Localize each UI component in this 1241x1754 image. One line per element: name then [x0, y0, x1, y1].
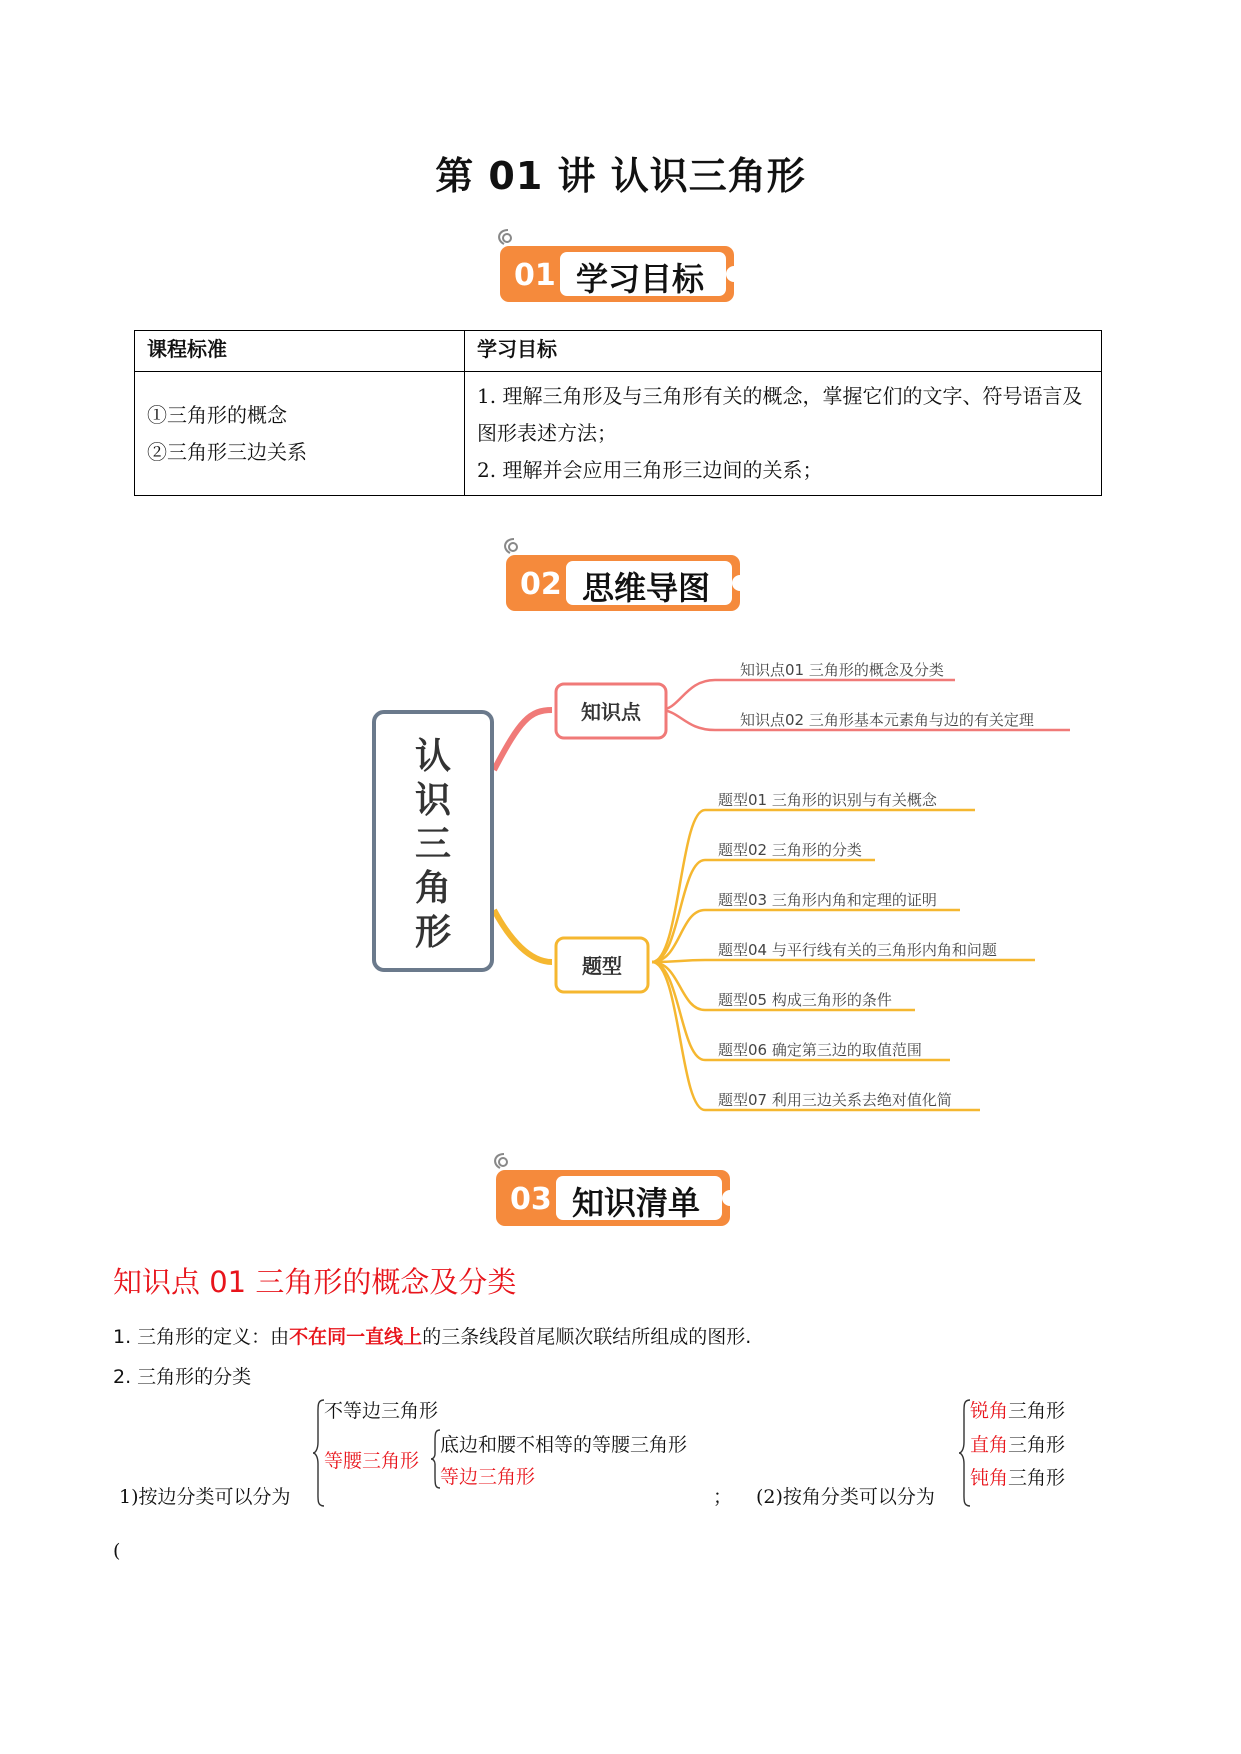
- goals-table: [134, 330, 1102, 496]
- definition-line: [113, 1322, 751, 1349]
- badge-label: 知识清单: [572, 1184, 701, 1222]
- badge-label: 思维导图: [582, 569, 711, 607]
- side-iso-sub2: 等边三角形: [440, 1466, 536, 1488]
- mindmap-leaf: 题型05 构成三角形的条件: [718, 991, 892, 1009]
- mindmap-leaf: 知识点01 三角形的概念及分类: [740, 661, 944, 679]
- badge-number: 01: [514, 258, 556, 293]
- table-cell-standards: [135, 372, 465, 496]
- page-title: 第 01 讲 认识三角形: [435, 154, 806, 198]
- section-badge-02: [500, 537, 750, 607]
- mindmap-root-char: 角: [414, 868, 452, 909]
- definition-suffix: 的三条线段首尾顺次联结所组成的图形.: [422, 1326, 752, 1348]
- angle-right-prefix: 直角: [970, 1434, 1009, 1456]
- mindmap-connector: [494, 910, 552, 962]
- table-header: 学习目标: [465, 331, 1102, 372]
- standard-item: ②三角形三边关系: [147, 439, 307, 464]
- badge-number: 02: [520, 567, 562, 602]
- mindmap-connector: [660, 680, 955, 710]
- mindmap-leaf: 题型01 三角形的识别与有关概念: [718, 791, 937, 809]
- mindmap-leaf: 题型06 确定第三边的取值范围: [718, 1041, 922, 1059]
- mindmap-leaf: 题型04 与平行线有关的三角形内角和问题: [718, 941, 997, 959]
- by-angle-label: (2)按角分类可以分为: [756, 1486, 935, 1508]
- mindmap-leaf: 知识点02 三角形基本元素角与边的有关定理: [740, 711, 1034, 729]
- mindmap-root-char: 认: [414, 736, 452, 777]
- separator: ；: [713, 1486, 733, 1508]
- definition-emphasis: 不在同一直线上: [289, 1326, 423, 1348]
- standard-item: ①三角形的概念: [147, 402, 287, 427]
- angle-right: [970, 1430, 1065, 1457]
- section-badge-01: [494, 228, 744, 298]
- mind-map: [360, 640, 1080, 1120]
- mindmap-leaf: 题型03 三角形内角和定理的证明: [718, 891, 937, 909]
- mindmap-branch-label: 题型: [582, 954, 622, 978]
- table-header: 课程标准: [135, 331, 465, 372]
- mindmap-branch-label: 知识点: [581, 700, 641, 724]
- angle-obtuse-prefix: 钝角: [970, 1467, 1009, 1489]
- mindmap-leaf: 题型07 利用三边关系去绝对值化简: [718, 1091, 952, 1109]
- angle-acute: [970, 1396, 1065, 1423]
- mindmap-leaf: 题型02 三角形的分类: [718, 841, 862, 859]
- angle-acute-prefix: 锐角: [970, 1400, 1009, 1422]
- mindmap-connector: [494, 710, 552, 770]
- by-side-label: 1)按边分类可以分为: [119, 1486, 291, 1508]
- table-cell-goals: [465, 372, 1102, 496]
- goal-item: 1. 理解三角形及与三角形有关的概念，掌握它们的文字、符号语言及图形表述方法；: [477, 384, 1083, 445]
- trailing-paren: (: [113, 1540, 121, 1562]
- angle-right-suffix: 三角形: [1008, 1434, 1066, 1456]
- side-scalene: 不等边三角形: [324, 1400, 439, 1422]
- side-isosceles: 等腰三角形: [324, 1450, 420, 1472]
- table-header-row: [135, 331, 1102, 372]
- classify-title: 2. 三角形的分类: [113, 1366, 252, 1388]
- mindmap-root-char: 三: [414, 824, 452, 865]
- section-badge-03: [490, 1152, 740, 1222]
- mindmap-root-char: 识: [414, 780, 452, 821]
- side-iso-sub1: 底边和腰不相等的等腰三角形: [440, 1434, 688, 1456]
- angle-obtuse-suffix: 三角形: [1008, 1467, 1066, 1489]
- angle-obtuse: [970, 1463, 1065, 1490]
- table-row: [135, 372, 1102, 496]
- badge-label: 学习目标: [576, 260, 705, 298]
- knowledge-heading: 知识点 01 三角形的概念及分类: [113, 1265, 517, 1299]
- angle-acute-suffix: 三角形: [1008, 1400, 1066, 1422]
- goal-item: 2. 理解并会应用三角形三边间的关系；: [477, 458, 823, 482]
- badge-number: 03: [510, 1182, 552, 1217]
- mindmap-root-char: 形: [414, 912, 452, 953]
- definition-prefix: 1. 三角形的定义：由: [113, 1326, 290, 1348]
